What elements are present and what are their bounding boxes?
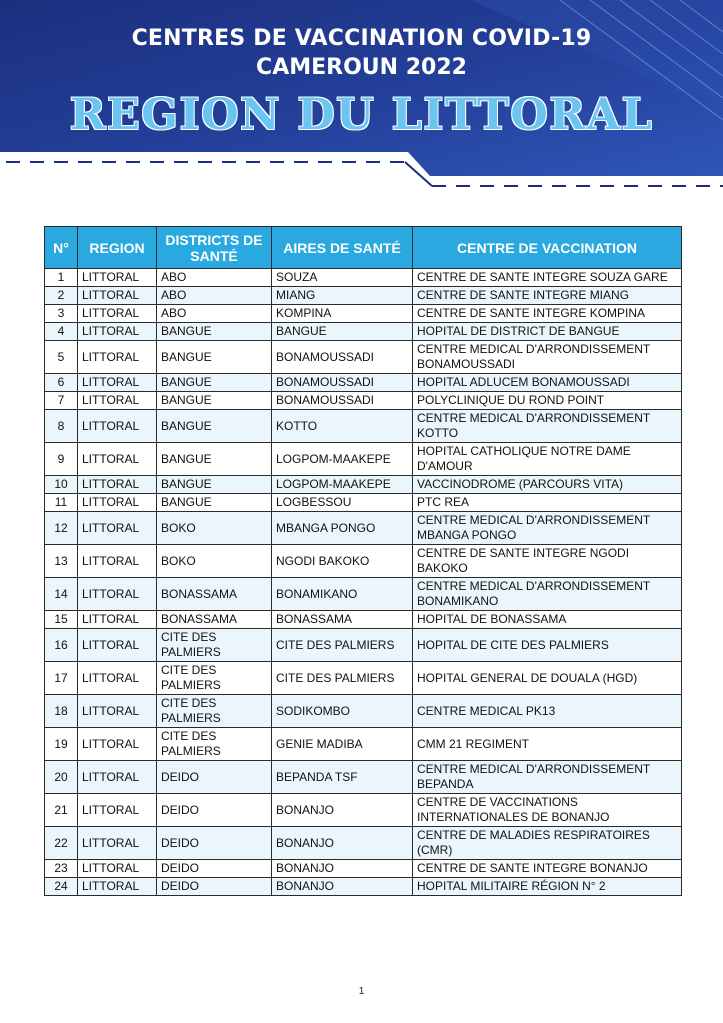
row-health-area: BONAMIKANO xyxy=(272,578,413,611)
table-row xyxy=(45,878,682,896)
row-region: LITTORAL xyxy=(78,728,157,761)
row-health-area: BONANJO xyxy=(272,827,413,860)
row-vaccination-centre: CMM 21 REGIMENT xyxy=(413,728,682,761)
table-row xyxy=(45,794,682,827)
row-vaccination-centre: PTC REA xyxy=(413,494,682,512)
row-number: 3 xyxy=(45,305,78,323)
row-number: 1 xyxy=(45,269,78,287)
row-number: 19 xyxy=(45,728,78,761)
table-row xyxy=(45,305,682,323)
row-district: ABO xyxy=(157,287,272,305)
row-number: 22 xyxy=(45,827,78,860)
row-region: LITTORAL xyxy=(78,476,157,494)
row-number: 15 xyxy=(45,611,78,629)
row-vaccination-centre: HOPITAL CATHOLIQUE NOTRE DAME D'AMOUR xyxy=(413,443,682,476)
table-body xyxy=(45,269,682,896)
column-header-vaccination-centre: CENTRE DE VACCINATION xyxy=(413,227,682,269)
table-row xyxy=(45,287,682,305)
row-region: LITTORAL xyxy=(78,494,157,512)
row-district: DEIDO xyxy=(157,860,272,878)
row-region: LITTORAL xyxy=(78,269,157,287)
row-region: LITTORAL xyxy=(78,860,157,878)
row-health-area: LOGPOM-MAAKEPE xyxy=(272,443,413,476)
row-vaccination-centre: HOPITAL ADLUCEM BONAMOUSSADI xyxy=(413,374,682,392)
row-number: 20 xyxy=(45,761,78,794)
row-region: LITTORAL xyxy=(78,662,157,695)
row-health-area: KOMPINA xyxy=(272,305,413,323)
table-row xyxy=(45,374,682,392)
row-region: LITTORAL xyxy=(78,695,157,728)
row-region: LITTORAL xyxy=(78,305,157,323)
row-number: 6 xyxy=(45,374,78,392)
table-row xyxy=(45,545,682,578)
row-region: LITTORAL xyxy=(78,323,157,341)
row-number: 21 xyxy=(45,794,78,827)
row-district: CITE DES PALMIERS xyxy=(157,662,272,695)
table-row xyxy=(45,443,682,476)
row-district: CITE DES PALMIERS xyxy=(157,695,272,728)
table-row xyxy=(45,392,682,410)
row-region: LITTORAL xyxy=(78,392,157,410)
row-health-area: SODIKOMBO xyxy=(272,695,413,728)
row-vaccination-centre: CENTRE MEDICAL D'ARRONDISSEMENT MBANGA PONGO xyxy=(413,512,682,545)
row-health-area: SOUZA xyxy=(272,269,413,287)
row-district: BANGUE xyxy=(157,443,272,476)
row-health-area: LOGBESSOU xyxy=(272,494,413,512)
row-health-area: NGODI BAKOKO xyxy=(272,545,413,578)
row-vaccination-centre: CENTRE DE SANTE INTEGRE NGODI BAKOKO xyxy=(413,545,682,578)
column-header-district: DISTRICTS DE SANTÉ xyxy=(157,227,272,269)
row-region: LITTORAL xyxy=(78,287,157,305)
row-district: BANGUE xyxy=(157,476,272,494)
row-health-area: LOGPOM-MAAKEPE xyxy=(272,476,413,494)
row-region: LITTORAL xyxy=(78,374,157,392)
document-subtitle: CAMEROUN 2022 xyxy=(256,55,467,80)
row-region: LITTORAL xyxy=(78,611,157,629)
row-number: 12 xyxy=(45,512,78,545)
row-district: ABO xyxy=(157,269,272,287)
row-health-area: CITE DES PALMIERS xyxy=(272,629,413,662)
row-vaccination-centre: HOPITAL DE CITE DES PALMIERS xyxy=(413,629,682,662)
row-vaccination-centre: CENTRE MEDICAL PK13 xyxy=(413,695,682,728)
row-region: LITTORAL xyxy=(78,878,157,896)
row-region: LITTORAL xyxy=(78,443,157,476)
row-health-area: BONAMOUSSADI xyxy=(272,341,413,374)
row-number: 14 xyxy=(45,578,78,611)
row-district: DEIDO xyxy=(157,761,272,794)
row-vaccination-centre: CENTRE DE SANTE INTEGRE BONANJO xyxy=(413,860,682,878)
table-row xyxy=(45,611,682,629)
row-district: BANGUE xyxy=(157,341,272,374)
row-region: LITTORAL xyxy=(78,794,157,827)
row-number: 11 xyxy=(45,494,78,512)
row-number: 23 xyxy=(45,860,78,878)
row-health-area: BONANJO xyxy=(272,860,413,878)
row-district: BANGUE xyxy=(157,392,272,410)
row-region: LITTORAL xyxy=(78,410,157,443)
row-number: 13 xyxy=(45,545,78,578)
row-district: CITE DES PALMIERS xyxy=(157,629,272,662)
table-header-row xyxy=(45,227,682,269)
row-region: LITTORAL xyxy=(78,761,157,794)
row-health-area: GENIE MADIBA xyxy=(272,728,413,761)
table-row xyxy=(45,476,682,494)
row-vaccination-centre: CENTRE DE MALADIES RESPIRATOIRES (CMR) xyxy=(413,827,682,860)
row-number: 18 xyxy=(45,695,78,728)
row-health-area: BONANJO xyxy=(272,878,413,896)
row-vaccination-centre: CENTRE MEDICAL D'ARRONDISSEMENT KOTTO xyxy=(413,410,682,443)
region-title: REGION DU LITTORAL xyxy=(69,90,654,140)
row-health-area: MBANGA PONGO xyxy=(272,512,413,545)
table-row xyxy=(45,341,682,374)
row-number: 24 xyxy=(45,878,78,896)
row-district: BANGUE xyxy=(157,410,272,443)
row-region: LITTORAL xyxy=(78,512,157,545)
row-district: BANGUE xyxy=(157,494,272,512)
row-district: BOKO xyxy=(157,512,272,545)
table-row xyxy=(45,578,682,611)
row-district: DEIDO xyxy=(157,794,272,827)
row-vaccination-centre: CENTRE MEDICAL D'ARRONDISSEMENT BONAMIKANO xyxy=(413,578,682,611)
row-health-area: BEPANDA TSF xyxy=(272,761,413,794)
row-number: 16 xyxy=(45,629,78,662)
row-district: DEIDO xyxy=(157,878,272,896)
row-health-area: KOTTO xyxy=(272,410,413,443)
table-row xyxy=(45,410,682,443)
table-row xyxy=(45,269,682,287)
row-number: 5 xyxy=(45,341,78,374)
document-title: CENTRES DE VACCINATION COVID-19 xyxy=(131,26,592,51)
row-district: CITE DES PALMIERS xyxy=(157,728,272,761)
row-health-area: BANGUE xyxy=(272,323,413,341)
row-vaccination-centre: CENTRE DE SANTE INTEGRE SOUZA GARE xyxy=(413,269,682,287)
row-district: DEIDO xyxy=(157,827,272,860)
page-number: 1 xyxy=(358,986,365,997)
row-region: LITTORAL xyxy=(78,341,157,374)
table-row xyxy=(45,761,682,794)
table-row xyxy=(45,512,682,545)
row-number: 10 xyxy=(45,476,78,494)
row-district: BONASSAMA xyxy=(157,578,272,611)
table-row xyxy=(45,695,682,728)
row-vaccination-centre: CENTRE DE SANTE INTEGRE MIANG xyxy=(413,287,682,305)
row-health-area: MIANG xyxy=(272,287,413,305)
table-row xyxy=(45,827,682,860)
row-health-area: BONAMOUSSADI xyxy=(272,392,413,410)
table-row xyxy=(45,494,682,512)
row-number: 7 xyxy=(45,392,78,410)
table-row xyxy=(45,662,682,695)
row-health-area: BONAMOUSSADI xyxy=(272,374,413,392)
row-vaccination-centre: CENTRE MEDICAL D'ARRONDISSEMENT BEPANDA xyxy=(413,761,682,794)
row-district: BOKO xyxy=(157,545,272,578)
table-row xyxy=(45,629,682,662)
row-number: 2 xyxy=(45,287,78,305)
column-header-health-area: AIRES DE SANTÉ xyxy=(272,227,413,269)
header-banner xyxy=(0,0,723,200)
row-health-area: CITE DES PALMIERS xyxy=(272,662,413,695)
row-district: ABO xyxy=(157,305,272,323)
row-vaccination-centre: HOPITAL MILITAIRE RÉGION N° 2 xyxy=(413,878,682,896)
row-region: LITTORAL xyxy=(78,545,157,578)
row-number: 9 xyxy=(45,443,78,476)
row-number: 8 xyxy=(45,410,78,443)
table-row xyxy=(45,860,682,878)
column-header-number: N° xyxy=(45,227,78,269)
row-vaccination-centre: VACCINODROME (PARCOURS VITA) xyxy=(413,476,682,494)
table-row xyxy=(45,728,682,761)
row-vaccination-centre: HOPITAL DE DISTRICT DE BANGUE xyxy=(413,323,682,341)
row-health-area: BONANJO xyxy=(272,794,413,827)
row-vaccination-centre: HOPITAL DE BONASSAMA xyxy=(413,611,682,629)
row-region: LITTORAL xyxy=(78,629,157,662)
row-vaccination-centre: CENTRE DE VACCINATIONS INTERNATIONALES DE BONANJO xyxy=(413,794,682,827)
column-header-region: REGION xyxy=(78,227,157,269)
row-region: LITTORAL xyxy=(78,578,157,611)
row-number: 4 xyxy=(45,323,78,341)
row-vaccination-centre: CENTRE MEDICAL D'ARRONDISSEMENT BONAMOUSSADI xyxy=(413,341,682,374)
vaccination-centres-table xyxy=(44,226,682,896)
row-district: BANGUE xyxy=(157,323,272,341)
table-row xyxy=(45,323,682,341)
row-vaccination-centre: POLYCLINIQUE DU ROND POINT xyxy=(413,392,682,410)
row-vaccination-centre: HOPITAL GENERAL DE DOUALA (HGD) xyxy=(413,662,682,695)
row-district: BONASSAMA xyxy=(157,611,272,629)
row-health-area: BONASSAMA xyxy=(272,611,413,629)
row-region: LITTORAL xyxy=(78,827,157,860)
row-district: BANGUE xyxy=(157,374,272,392)
row-vaccination-centre: CENTRE DE SANTE INTEGRE KOMPINA xyxy=(413,305,682,323)
row-number: 17 xyxy=(45,662,78,695)
